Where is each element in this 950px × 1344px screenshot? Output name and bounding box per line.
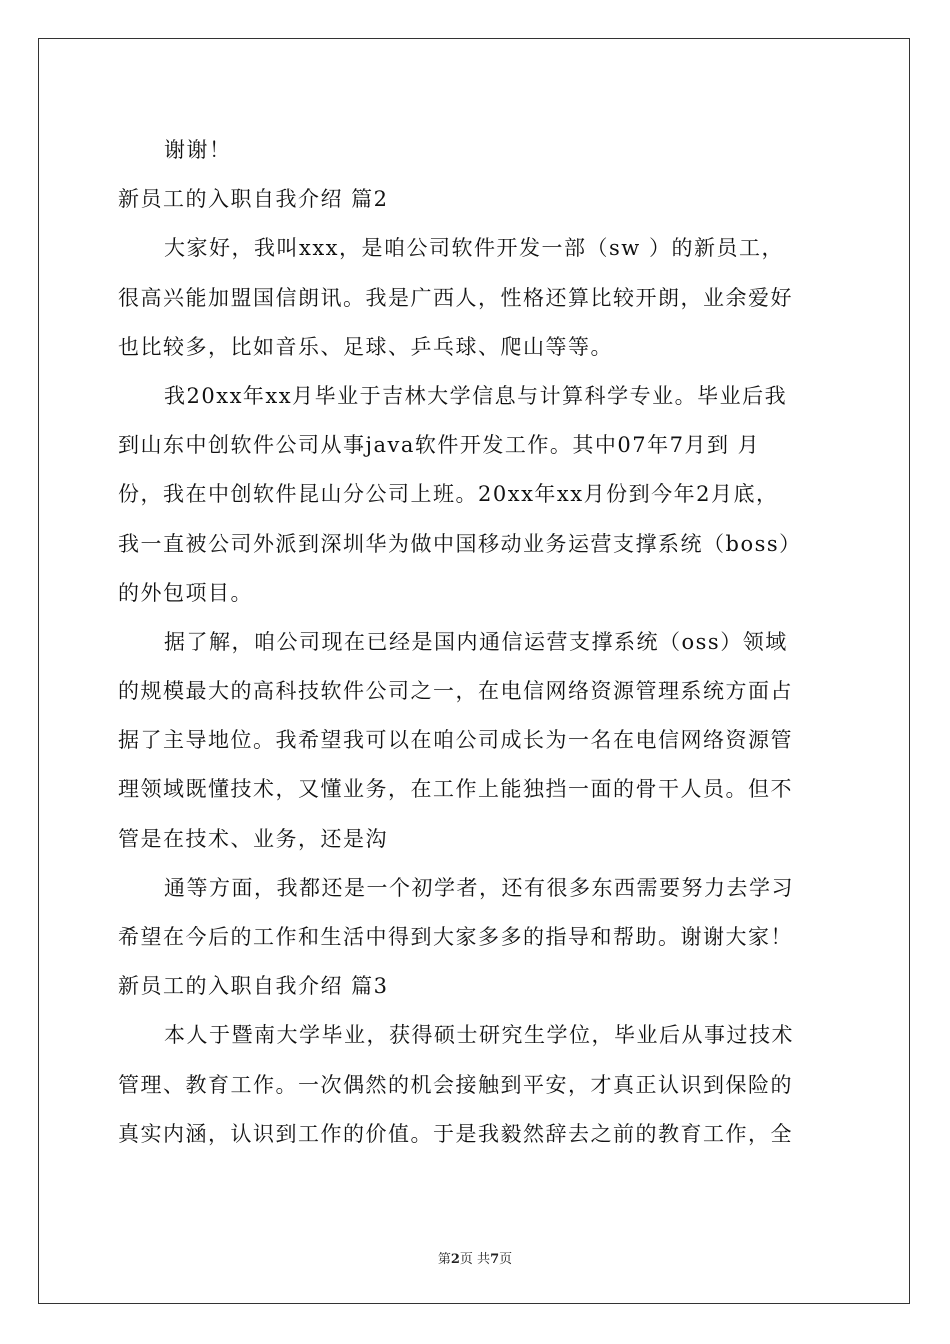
text-line: 通等方面，我都还是一个初学者，还有很多东西需要努力去学习: [164, 875, 794, 900]
section-heading: 新员工的入职自我介绍 篇3: [118, 974, 389, 999]
text-line: 谢谢！: [164, 138, 232, 162]
text-line: 管是在技术、业务，还是沟: [118, 826, 388, 851]
text-line: 大家好，我叫xxx，是咱公司软件开发一部（sw ）的新员工，: [164, 236, 784, 261]
text-line: 的规模最大的高科技软件公司之一，在电信网络资源管理系统方面占: [118, 679, 793, 704]
text-line: 也比较多，比如音乐、足球、乒乓球、爬山等等。: [118, 334, 613, 359]
text-line: 份，我在中创软件昆山分公司上班。20xx年xx月份到今年2月底，: [118, 482, 779, 507]
text-line: 据了解，咱公司现在已经是国内通信运营支撑系统（oss）领域: [164, 629, 788, 654]
document-body: [118, 126, 838, 1159]
total-pages-number: 7: [490, 1252, 500, 1267]
text-line: 到山东中创软件公司从事java软件开发工作。其中07年7月到 月: [118, 433, 761, 458]
footer-middle: 页 共: [459, 1252, 491, 1267]
text-line: 管理、教育工作。一次偶然的机会接触到平安，才真正认识到保险的: [118, 1072, 793, 1097]
text-line: 很高兴能加盟国信朗讯。我是广西人，性格还算比较开朗，业余爱好: [118, 285, 793, 310]
page-footer: [0, 1248, 950, 1267]
text-line: 的外包项目。: [118, 580, 253, 605]
text-line: 据了主导地位。我希望我可以在咱公司成长为一名在电信网络资源管: [118, 728, 793, 753]
text-line: 希望在今后的工作和生活中得到大家多多的指导和帮助。谢谢大家！: [118, 925, 793, 949]
text-line: 理领域既懂技术，又懂业务，在工作上能独挡一面的骨干人员。但不: [118, 777, 793, 802]
text-line: 我一直被公司外派到深圳华为做中国移动业务运营支撑系统（boss）: [118, 531, 802, 556]
text-line: 本人于暨南大学毕业，获得硕士研究生学位，毕业后从事过技术: [164, 1023, 794, 1048]
footer-suffix: 页: [499, 1252, 513, 1267]
text-line: 我20xx年xx月毕业于吉林大学信息与计算科学专业。毕业后我: [164, 383, 788, 408]
text-line: 真实内涵，认识到工作的价值。于是我毅然辞去之前的教育工作，全: [118, 1121, 793, 1146]
section-heading: 新员工的入职自我介绍 篇2: [118, 187, 389, 212]
footer-prefix: 第: [437, 1252, 451, 1267]
current-page-number: 2: [450, 1252, 460, 1267]
